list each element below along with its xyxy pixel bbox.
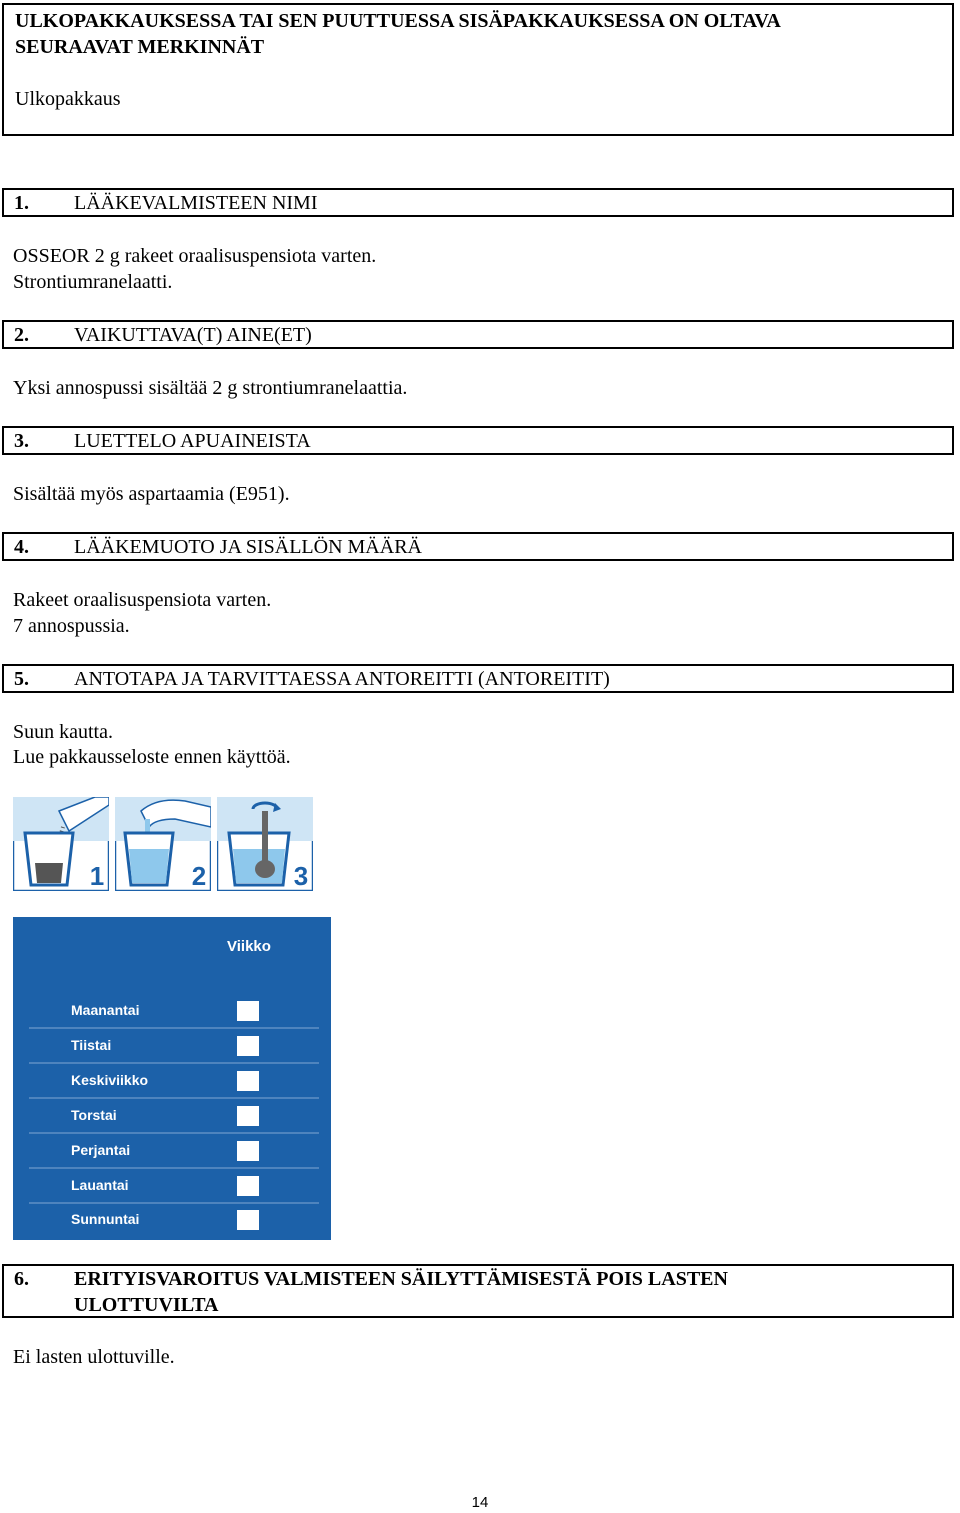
section-title: ANTOTAPA JA TARVITTAESSA ANTOREITTI (ANTOREITIT) [74, 668, 610, 690]
calendar-day-label: Torstai [71, 1107, 117, 1123]
section-5-header [2, 664, 954, 693]
section-5-line-1: Suun kautta. [13, 721, 113, 743]
section-title: LÄÄKEMUOTO JA SISÄLLÖN MÄÄRÄ [74, 536, 422, 558]
section-title: LUETTELO APUAINEISTA [74, 430, 311, 452]
instruction-step-3-stir-icon [217, 797, 313, 891]
section-number: 3. [14, 430, 29, 452]
page-number: 14 [471, 1494, 489, 1511]
section-3-header [2, 426, 954, 455]
section-6-line-1: Ei lasten ulottuville. [13, 1346, 175, 1368]
header-line-2: SEURAAVAT MERKINNÄT [15, 36, 265, 58]
header-box [2, 3, 954, 136]
calendar-checkbox-sunnuntai[interactable] [237, 1210, 259, 1230]
calendar-checkbox-lauantai[interactable] [237, 1176, 259, 1196]
section-4-line-2: 7 annospussia. [13, 615, 130, 637]
step-number: 3 [293, 861, 309, 891]
section-4-line-1: Rakeet oraalisuspensiota varten. [13, 589, 272, 611]
section-title: VAIKUTTAVA(T) AINE(ET) [74, 324, 312, 346]
section-title: LÄÄKEVALMISTEEN NIMI [74, 192, 318, 214]
section-number: 4. [14, 536, 29, 558]
step-number: 2 [191, 861, 207, 891]
calendar-title: Viikko [227, 938, 271, 955]
calendar-checkbox-perjantai[interactable] [237, 1141, 259, 1161]
section-4-header [2, 532, 954, 561]
section-number: 6. [14, 1268, 29, 1290]
calendar-day-label: Tiistai [71, 1037, 112, 1053]
section-1-line-1: OSSEOR 2 g rakeet oraalisuspensiota varten. [13, 245, 377, 267]
section-title-line-1: ERITYISVAROITUS VALMISTEEN SÄILYTTÄMISESTÄ POIS LASTEN [74, 1268, 728, 1290]
calendar-day-label: Sunnuntai [71, 1211, 140, 1227]
calendar-checkbox-keskiviikko[interactable] [237, 1071, 259, 1091]
calendar-checkbox-tiistai[interactable] [237, 1036, 259, 1056]
section-1-line-2: Strontiumranelaatti. [13, 271, 173, 293]
section-3-line-1: Sisältää myös aspartaamia (E951). [13, 483, 290, 505]
section-2-line-1: Yksi annospussi sisältää 2 g strontiumranelaattia. [13, 377, 408, 399]
calendar-day-label: Keskiviikko [71, 1072, 149, 1088]
section-number: 5. [14, 668, 29, 690]
section-number: 1. [14, 192, 29, 214]
section-6-header [2, 1264, 954, 1318]
section-title-line-2: ULOTTUVILTA [74, 1294, 219, 1316]
calendar-day-label: Maanantai [71, 1002, 140, 1018]
calendar-day-label: Perjantai [71, 1142, 131, 1158]
header-sub: Ulkopakkaus [15, 88, 121, 110]
section-1-header [2, 188, 954, 217]
weekly-calendar [13, 917, 331, 1240]
section-2-header [2, 320, 954, 349]
instruction-step-2-add-water-icon [115, 797, 211, 891]
calendar-day-label: Lauantai [71, 1177, 129, 1193]
header-line-1: ULKOPAKKAUKSESSA TAI SEN PUUTTUESSA SISÄPAKKAUKSESSA ON OLTAVA [15, 10, 781, 32]
step-number: 1 [89, 861, 105, 891]
calendar-checkbox-maanantai[interactable] [237, 1001, 259, 1021]
section-5-line-2: Lue pakkausseloste ennen käyttöä. [13, 746, 291, 768]
instruction-step-1-pour-granules-icon [13, 797, 109, 891]
section-number: 2. [14, 324, 29, 346]
calendar-checkbox-torstai[interactable] [237, 1106, 259, 1126]
